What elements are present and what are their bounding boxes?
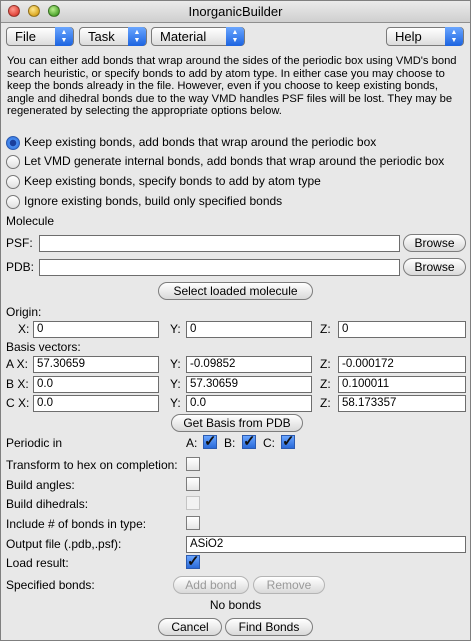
window-title: InorganicBuilder <box>188 4 283 19</box>
file-menu-label: File <box>15 29 36 44</box>
origin-z-label: Z: <box>320 322 331 336</box>
basis-c-y-label: Y: <box>170 396 181 410</box>
transform-hex-checkbox[interactable] <box>186 457 200 471</box>
menu-arrows-icon: ▲ ▼ <box>445 27 463 46</box>
pdb-browse-button[interactable]: Browse <box>403 258 466 276</box>
build-angles-checkbox[interactable] <box>186 477 200 491</box>
basis-c-x-input[interactable]: 0.0 <box>33 395 159 412</box>
periodic-a-checkbox[interactable] <box>203 435 217 449</box>
material-menu[interactable] <box>151 27 245 46</box>
help-menu-label: Help <box>395 29 422 44</box>
basis-heading: Basis vectors: <box>6 340 81 354</box>
periodic-c-checkbox[interactable] <box>281 435 295 449</box>
task-menu-label: Task <box>88 29 115 44</box>
option-radio-4[interactable] <box>6 195 20 209</box>
pdb-label: PDB: <box>6 260 35 274</box>
origin-heading: Origin: <box>6 305 42 319</box>
title-bar <box>0 0 471 23</box>
periodic-a-label: A: <box>186 436 198 450</box>
output-file-label: Output file (.pdb,.psf): <box>6 537 122 551</box>
origin-z-input[interactable]: 0 <box>338 321 466 338</box>
periodic-b-checkbox[interactable] <box>242 435 256 449</box>
menu-arrows-icon: ▲ ▼ <box>55 27 73 46</box>
basis-a-x-input[interactable]: 57.30659 <box>33 356 159 373</box>
load-result-checkbox[interactable] <box>186 555 200 569</box>
build-dihedrals-checkbox[interactable] <box>186 496 200 510</box>
bonds-status-text: No bonds <box>209 598 262 612</box>
file-menu[interactable] <box>6 27 74 46</box>
basis-b-z-label: Z: <box>320 377 331 391</box>
periodic-b-label: B: <box>224 436 236 450</box>
psf-browse-button[interactable]: Browse <box>403 234 466 252</box>
option-label-2: Let VMD generate internal bonds, add bonds that wrap around the periodic box <box>24 154 445 168</box>
select-loaded-molecule-button[interactable]: Select loaded molecule <box>158 282 313 300</box>
help-menu[interactable] <box>386 27 464 46</box>
get-basis-from-pdb-button[interactable]: Get Basis from PDB <box>171 414 303 432</box>
molecule-heading: Molecule <box>6 214 55 228</box>
add-bond-button[interactable]: Add bond <box>173 576 249 594</box>
basis-a-y-label: Y: <box>170 357 181 371</box>
basis-b-z-input[interactable]: 0.100011 <box>338 376 466 393</box>
periodic-c-label: C: <box>263 436 275 450</box>
description-text: You can either add bonds that wrap around the sides of the periodic box using VMD's bond search heuristic, or specify bonds to add by atom type. In either case you may choose to keep the bonds already in the file. However, even if you choose to keep existing bonds, angle and dihedral bonds due to the way VMD handles PSF files will be lost. They may be regenerated by selecting the appropriate options below. <box>7 55 457 118</box>
origin-y-label: Y: <box>170 322 181 336</box>
build-angles-label: Build angles: <box>6 478 75 492</box>
option-label-3: Keep existing bonds, specify bonds to add by atom type <box>24 174 321 188</box>
periodic-label: Periodic in <box>6 436 63 450</box>
basis-a-z-input[interactable]: -0.000172 <box>338 356 466 373</box>
output-file-input[interactable]: ASiO2 <box>186 536 466 553</box>
task-menu[interactable] <box>79 27 147 46</box>
option-radio-1[interactable] <box>6 136 20 150</box>
basis-c-z-input[interactable]: 58.173357 <box>338 395 466 412</box>
include-bonds-checkbox[interactable] <box>186 516 200 530</box>
specified-bonds-label: Specified bonds: <box>6 578 95 592</box>
origin-x-label: X: <box>18 322 30 336</box>
basis-a-z-label: Z: <box>320 357 331 371</box>
transform-hex-label: Transform to hex on completion: <box>6 458 178 472</box>
material-menu-label: Material <box>160 29 207 44</box>
origin-y-input[interactable]: 0 <box>186 321 312 338</box>
option-radio-3[interactable] <box>6 175 20 189</box>
basis-c-label: C X: <box>6 396 30 410</box>
basis-c-z-label: Z: <box>320 396 331 410</box>
option-label-1: Keep existing bonds, add bonds that wrap around the periodic box <box>24 135 377 149</box>
psf-label: PSF: <box>6 236 33 250</box>
basis-a-y-input[interactable]: -0.09852 <box>186 356 312 373</box>
option-radio-2[interactable] <box>6 155 20 169</box>
basis-c-y-input[interactable]: 0.0 <box>186 395 312 412</box>
psf-input[interactable] <box>39 235 400 252</box>
basis-b-y-input[interactable]: 57.30659 <box>186 376 312 393</box>
option-label-4: Ignore existing bonds, build only specified bonds <box>24 194 283 208</box>
basis-a-label: A X: <box>6 357 29 371</box>
cancel-button[interactable]: Cancel <box>158 618 222 636</box>
build-dihedrals-label: Build dihedrals: <box>6 497 89 511</box>
menu-arrows-icon: ▲ ▼ <box>128 27 146 46</box>
basis-b-x-input[interactable]: 0.0 <box>33 376 159 393</box>
basis-b-y-label: Y: <box>170 377 181 391</box>
find-bonds-button[interactable]: Find Bonds <box>225 618 313 636</box>
menu-arrows-icon: ▲ ▼ <box>226 27 244 46</box>
basis-b-label: B X: <box>6 377 29 391</box>
include-bonds-label: Include # of bonds in type: <box>6 517 147 531</box>
load-result-label: Load result: <box>6 556 69 570</box>
remove-bond-button[interactable]: Remove <box>253 576 325 594</box>
origin-x-input[interactable]: 0 <box>33 321 159 338</box>
pdb-input[interactable] <box>39 259 400 276</box>
